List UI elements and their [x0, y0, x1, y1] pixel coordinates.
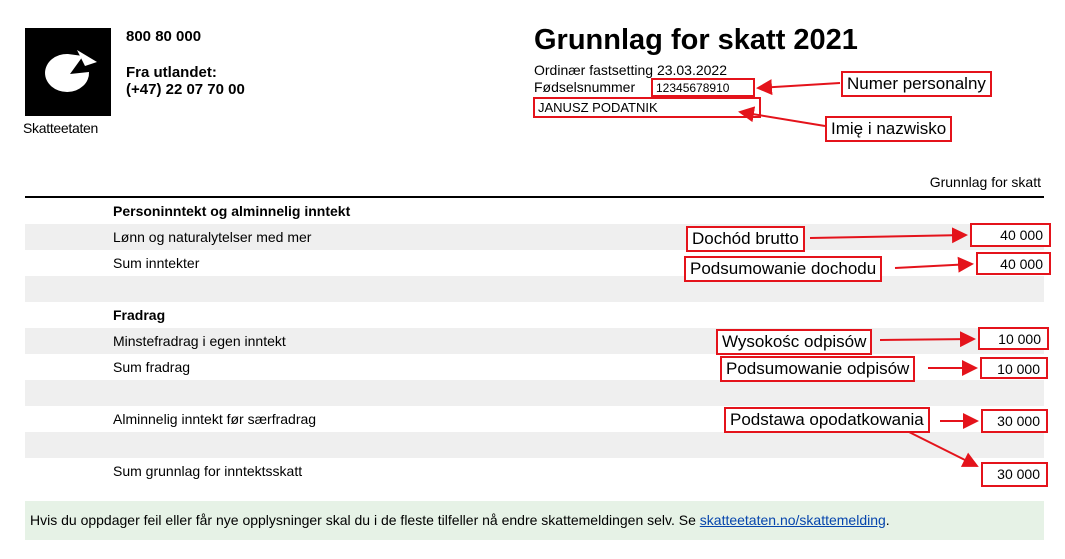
annotation-tax-base: Podstawa opodatkowania	[724, 407, 930, 433]
column-header: Grunnlag for skatt	[929, 174, 1041, 190]
footer-text: Hvis du oppdager feil eller får nye opplysninger skal du i de fleste tilfeller nå endre skattemeldingen selv. Se	[30, 512, 700, 528]
annotation-personal-number: Numer personalny	[841, 71, 992, 97]
general-income-label: Alminnelig inntekt før særfradrag	[113, 411, 317, 427]
phone-number: 800 80 000	[126, 28, 202, 45]
logo-text: Skatteetaten	[23, 120, 99, 136]
min-deduction-label: Minstefradrag i egen inntekt	[113, 333, 286, 349]
salary-value: 40 000	[970, 223, 1051, 247]
info-footer	[25, 501, 1044, 540]
page-title: Grunnlag for skatt 2021	[534, 24, 858, 56]
abroad-phone: (+47) 22 07 70 00	[126, 81, 245, 98]
section-income-label: Personinntekt og alminnelig inntekt	[113, 203, 351, 219]
income-sum-label: Sum inntekter	[113, 255, 200, 271]
abroad-label: Fra utlandet:	[126, 64, 217, 81]
general-income-value: 30 000	[981, 409, 1048, 433]
total-base-value: 30 000	[981, 462, 1048, 487]
income-sum-value: 40 000	[976, 252, 1051, 275]
annotation-name: Imię i nazwisko	[825, 116, 952, 142]
annotation-gross-income: Dochód brutto	[686, 226, 805, 252]
annotation-deduction-amount: Wysokośc odpisów	[716, 329, 872, 355]
taxpayer-name: JANUSZ PODATNIK	[533, 97, 761, 118]
annotation-deduction-sum: Podsumowanie odpisów	[720, 356, 915, 382]
total-base-label: Sum grunnlag for inntektsskatt	[113, 463, 303, 479]
id-label: Fødselsnummer	[534, 79, 636, 95]
footer-end: .	[885, 512, 890, 528]
deduction-sum-label: Sum fradrag	[113, 359, 191, 375]
assessment-date: Ordinær fastsetting 23.03.2022	[534, 62, 728, 78]
annotation-income-sum: Podsumowanie dochodu	[684, 256, 882, 282]
salary-label: Lønn og naturalytelser med mer	[113, 229, 312, 245]
deduction-sum-value: 10 000	[980, 357, 1048, 379]
footer-link[interactable]: skatteetaten.no/skattemelding	[699, 512, 886, 528]
min-deduction-value: 10 000	[978, 327, 1049, 350]
section-deduction-label: Fradrag	[113, 307, 166, 323]
id-number: 12345678910	[651, 78, 755, 97]
